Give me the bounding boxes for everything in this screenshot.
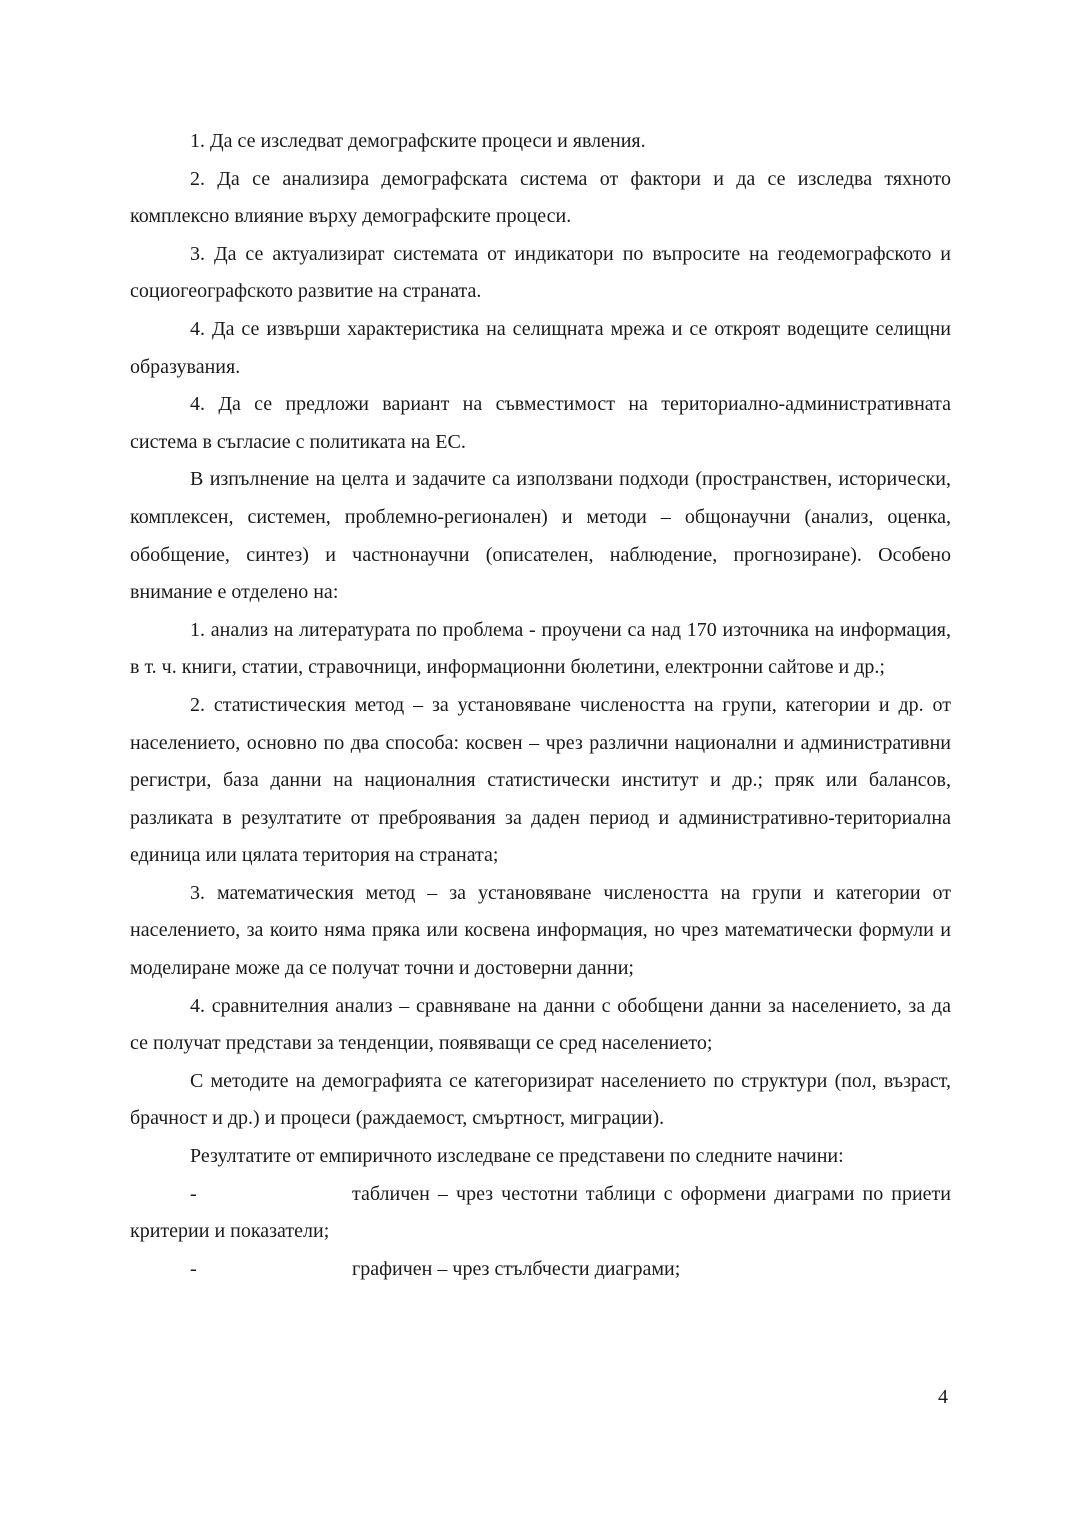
paragraph-objective-1: 1. Да се изследват демографските процеси и явления.	[190, 130, 646, 152]
bullet-marker: -	[190, 1257, 197, 1280]
bullet-item	[130, 1251, 951, 1289]
bullet-marker: -	[190, 1182, 197, 1205]
paragraph-demography-methods: С методите на демографията се категоризират населението по структури (пол, възраст, брачност и др.) и процеси (раждаемост, смъртност, миграции).	[130, 1069, 951, 1130]
bullet-item	[130, 1176, 951, 1251]
paragraph-approaches: В изпълнение на целта и задачите са използвани подходи (пространствен, исторически, комплексен, системен, проблемно-регионален) и методи – общонаучни (анализ, оценка, обобщение, синтез) и частнонаучни (описателен, наблюдение, прогнозиране). Особено внимание е отделено на:	[130, 468, 951, 604]
paragraph-objective-5: 4. Да се предложи вариант на съвместимост на териториално-административната система в съгласие с политиката на ЕС.	[130, 393, 951, 453]
paragraph-objective-2: 2. Да се анализира демографската система от фактори и да се изследва тяхното комплексно влияние върху демографските процеси.	[130, 167, 951, 228]
bullet-text: графичен – чрез стълбчести диаграми;	[352, 1257, 681, 1280]
paragraph-method-mathematical: 3. математическия метод – за установяване числеността на групи и категории от населението, за които няма пряка или косвена информация, но чрез математически формули и моделиране може да се получат точни и достоверни данни;	[130, 881, 951, 980]
paragraph-objective-4: 4. Да се извърши характеристика на селищната мрежа и се откроят водещите селищни образувания.	[130, 317, 951, 378]
page-number: 4	[938, 1386, 948, 1408]
paragraph-method-statistical: 2. статистическия метод – за установяване числеността на групи, категории и др. от населението, основно по два способа: косвен – чрез различни национални и административни регистри, база данни на националния статистически институт и др.; пряк или балансов, разликата в резултатите от преброявания за даден период и административно-териториална единица или цялата територия на страната;	[130, 693, 951, 867]
document-body	[130, 123, 951, 1288]
paragraph-objective-3: 3. Да се актуализират системата от индикатори по въпросите на геодемографското и социогеографското развитие на страната.	[130, 242, 951, 303]
bullet-text: табличен – чрез честотни таблици с оформени диаграми по приети критерии и показатели;	[130, 1182, 951, 1243]
paragraph-method-comparative: 4. сравнителния анализ – сравняване на данни с обобщени данни за населението, за да се получат представи за тенденции, появяващи се сред населението;	[130, 994, 951, 1055]
paragraph-method-literature: 1. анализ на литературата по проблема - проучени са над 170 източника на информация, в т. ч. книги, статии, стравочници, информационни бюлетини, електронни сайтове и др.;	[130, 618, 951, 679]
paragraph-results-intro: Резултатите от емпиричното изследване се представени по следните начини:	[190, 1145, 844, 1168]
